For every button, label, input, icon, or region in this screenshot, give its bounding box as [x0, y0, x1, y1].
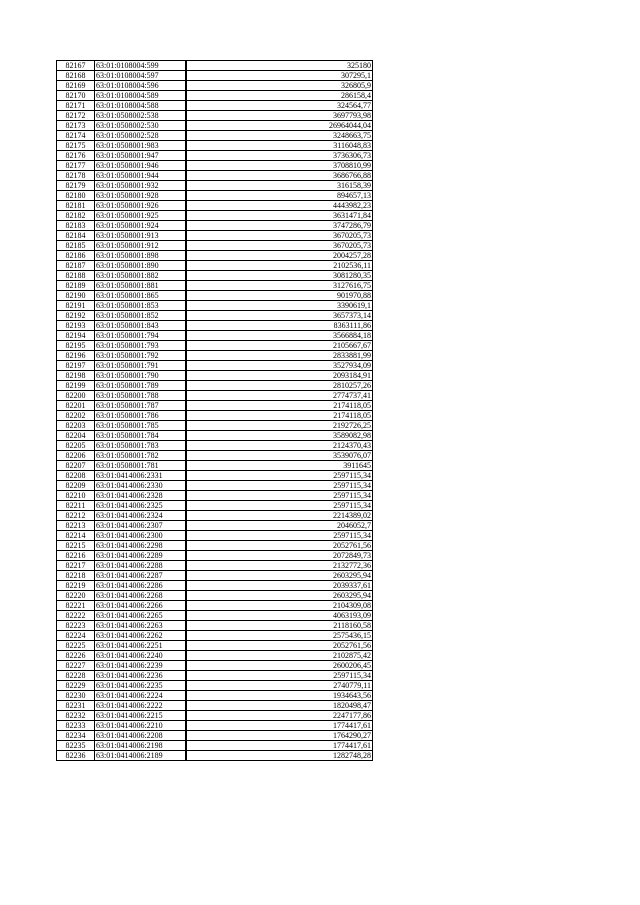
table-row: [57, 411, 373, 421]
row-id-cell: 82196: [57, 351, 95, 361]
table-row: [57, 61, 373, 71]
table-row: [57, 81, 373, 91]
row-id-cell: 82197: [57, 361, 95, 371]
cadastral-number-cell: 63:01:0508001:784: [95, 431, 187, 441]
cadastral-number-cell: 63:01:0414006:2262: [95, 631, 187, 641]
table-row: [57, 161, 373, 171]
table-row: [57, 621, 373, 631]
cadastral-number-cell: 63:01:0414006:2239: [95, 661, 187, 671]
cadastral-number-cell: 63:01:0414006:2266: [95, 601, 187, 611]
cadastral-number-cell: 63:01:0108004:596: [95, 81, 187, 91]
table-row: [57, 181, 373, 191]
cadastral-number-cell: 63:01:0108004:589: [95, 91, 187, 101]
cadastral-number-cell: 63:01:0508001:926: [95, 201, 187, 211]
value-cell: 2597115,34: [186, 501, 373, 511]
value-cell: 2247177,86: [186, 711, 373, 721]
table-row: [57, 331, 373, 341]
table-row: [57, 141, 373, 151]
table-row: [57, 381, 373, 391]
cadastral-number-cell: 63:01:0508001:913: [95, 231, 187, 241]
cadastral-number-cell: 63:01:0508001:882: [95, 271, 187, 281]
table-row: [57, 451, 373, 461]
cadastral-number-cell: 63:01:0508001:983: [95, 141, 187, 151]
value-cell: 3539076,07: [186, 451, 373, 461]
table-row: [57, 241, 373, 251]
value-cell: 2118160,58: [186, 621, 373, 631]
row-id-cell: 82195: [57, 341, 95, 351]
row-id-cell: 82191: [57, 301, 95, 311]
value-cell: 2102536,11: [186, 261, 373, 271]
table-row: [57, 741, 373, 751]
cadastral-number-cell: 63:01:0508002:530: [95, 121, 187, 131]
table-row: [57, 341, 373, 351]
row-id-cell: 82210: [57, 491, 95, 501]
value-cell: 2052761,56: [186, 641, 373, 651]
row-id-cell: 82206: [57, 451, 95, 461]
table-row: [57, 311, 373, 321]
data-table: [56, 60, 373, 761]
value-cell: 2039337,61: [186, 581, 373, 591]
table-row: [57, 431, 373, 441]
table-row: [57, 511, 373, 521]
value-cell: 2597115,34: [186, 471, 373, 481]
value-cell: 2597115,34: [186, 671, 373, 681]
cadastral-number-cell: 63:01:0414006:2210: [95, 721, 187, 731]
row-id-cell: 82208: [57, 471, 95, 481]
cadastral-number-cell: 63:01:0414006:2265: [95, 611, 187, 621]
table-row: [57, 681, 373, 691]
cadastral-number-cell: 63:01:0508001:781: [95, 461, 187, 471]
row-id-cell: 82169: [57, 81, 95, 91]
value-cell: 901970,88: [186, 291, 373, 301]
cadastral-number-cell: 63:01:0508001:786: [95, 411, 187, 421]
table-row: [57, 121, 373, 131]
value-cell: 3116048,83: [186, 141, 373, 151]
cadastral-number-cell: 63:01:0414006:2286: [95, 581, 187, 591]
table-row: [57, 261, 373, 271]
row-id-cell: 82171: [57, 101, 95, 111]
row-id-cell: 82177: [57, 161, 95, 171]
table-row: [57, 541, 373, 551]
value-cell: 2575436,15: [186, 631, 373, 641]
table-row: [57, 111, 373, 121]
value-cell: 26964044,04: [186, 121, 373, 131]
row-id-cell: 82168: [57, 71, 95, 81]
table-row: [57, 421, 373, 431]
value-cell: 2132772,36: [186, 561, 373, 571]
cadastral-number-cell: 63:01:0508001:853: [95, 301, 187, 311]
row-id-cell: 82180: [57, 191, 95, 201]
cadastral-number-cell: 63:01:0508001:865: [95, 291, 187, 301]
table-row: [57, 501, 373, 511]
table-row: [57, 281, 373, 291]
cadastral-number-cell: 63:01:0414006:2198: [95, 741, 187, 751]
row-id-cell: 82211: [57, 501, 95, 511]
value-cell: 2597115,34: [186, 531, 373, 541]
value-cell: 325180: [186, 61, 373, 71]
cadastral-number-cell: 63:01:0508001:785: [95, 421, 187, 431]
row-id-cell: 82182: [57, 211, 95, 221]
value-cell: 1820498,47: [186, 701, 373, 711]
cadastral-number-cell: 63:01:0414006:2287: [95, 571, 187, 581]
table-row: [57, 231, 373, 241]
table-row: [57, 101, 373, 111]
row-id-cell: 82187: [57, 261, 95, 271]
cadastral-number-cell: 63:01:0414006:2263: [95, 621, 187, 631]
table-row: [57, 481, 373, 491]
value-cell: 3390619,1: [186, 301, 373, 311]
row-id-cell: 82232: [57, 711, 95, 721]
row-id-cell: 82229: [57, 681, 95, 691]
row-id-cell: 82235: [57, 741, 95, 751]
value-cell: 326805,9: [186, 81, 373, 91]
table-row: [57, 201, 373, 211]
row-id-cell: 82218: [57, 571, 95, 581]
row-id-cell: 82205: [57, 441, 95, 451]
row-id-cell: 82200: [57, 391, 95, 401]
cadastral-number-cell: 63:01:0414006:2236: [95, 671, 187, 681]
cadastral-number-cell: 63:01:0508001:898: [95, 251, 187, 261]
cadastral-number-cell: 63:01:0508001:793: [95, 341, 187, 351]
cadastral-number-cell: 63:01:0508001:946: [95, 161, 187, 171]
table-row: [57, 751, 373, 761]
value-cell: 8363111,86: [186, 321, 373, 331]
value-cell: 3697793,98: [186, 111, 373, 121]
cadastral-number-cell: 63:01:0414006:2215: [95, 711, 187, 721]
row-id-cell: 82225: [57, 641, 95, 651]
cadastral-number-cell: 63:01:0414006:2268: [95, 591, 187, 601]
cadastral-number-cell: 63:01:0414006:2324: [95, 511, 187, 521]
row-id-cell: 82190: [57, 291, 95, 301]
cadastral-number-cell: 63:01:0508001:890: [95, 261, 187, 271]
row-id-cell: 82203: [57, 421, 95, 431]
value-cell: 2052761,56: [186, 541, 373, 551]
row-id-cell: 82193: [57, 321, 95, 331]
table-row: [57, 461, 373, 471]
table-row: [57, 521, 373, 531]
row-id-cell: 82183: [57, 221, 95, 231]
value-cell: 2174118,05: [186, 401, 373, 411]
cadastral-number-cell: 63:01:0414006:2208: [95, 731, 187, 741]
row-id-cell: 82230: [57, 691, 95, 701]
table-row: [57, 211, 373, 221]
value-cell: 2072849,73: [186, 551, 373, 561]
row-id-cell: 82226: [57, 651, 95, 661]
value-cell: 3589082,98: [186, 431, 373, 441]
value-cell: 4443982,23: [186, 201, 373, 211]
value-cell: 2740779,11: [186, 681, 373, 691]
row-id-cell: 82227: [57, 661, 95, 671]
cadastral-number-cell: 63:01:0108004:597: [95, 71, 187, 81]
value-cell: 2597115,34: [186, 491, 373, 501]
cadastral-number-cell: 63:01:0508001:843: [95, 321, 187, 331]
value-cell: 3081280,35: [186, 271, 373, 281]
value-cell: 2833881,99: [186, 351, 373, 361]
table-row: [57, 591, 373, 601]
value-cell: 3566884,18: [186, 331, 373, 341]
value-cell: 3708810,99: [186, 161, 373, 171]
table-row: [57, 641, 373, 651]
table-row: [57, 91, 373, 101]
row-id-cell: 82189: [57, 281, 95, 291]
value-cell: 1774417,61: [186, 721, 373, 731]
value-cell: 3127616,75: [186, 281, 373, 291]
cadastral-number-cell: 63:01:0414006:2251: [95, 641, 187, 651]
row-id-cell: 82236: [57, 751, 95, 761]
value-cell: 1934643,56: [186, 691, 373, 701]
row-id-cell: 82172: [57, 111, 95, 121]
cadastral-number-cell: 63:01:0414006:2331: [95, 471, 187, 481]
row-id-cell: 82234: [57, 731, 95, 741]
value-cell: 1764290,27: [186, 731, 373, 741]
table-row: [57, 471, 373, 481]
cadastral-number-cell: 63:01:0414006:2222: [95, 701, 187, 711]
cadastral-number-cell: 63:01:0508001:788: [95, 391, 187, 401]
cadastral-number-cell: 63:01:0414006:2235: [95, 681, 187, 691]
table-row: [57, 401, 373, 411]
cadastral-number-cell: 63:01:0508001:791: [95, 361, 187, 371]
table-row: [57, 371, 373, 381]
table-row: [57, 661, 373, 671]
value-cell: 2124370,43: [186, 441, 373, 451]
value-cell: 894657,13: [186, 191, 373, 201]
row-id-cell: 82167: [57, 61, 95, 71]
value-cell: 2774737,41: [186, 391, 373, 401]
row-id-cell: 82216: [57, 551, 95, 561]
row-id-cell: 82219: [57, 581, 95, 591]
value-cell: 3670205,73: [186, 231, 373, 241]
table-row: [57, 651, 373, 661]
table-row: [57, 671, 373, 681]
cadastral-number-cell: 63:01:0414006:2325: [95, 501, 187, 511]
table-row: [57, 221, 373, 231]
table-row: [57, 581, 373, 591]
value-cell: 3747286,79: [186, 221, 373, 231]
cadastral-number-cell: 63:01:0508001:792: [95, 351, 187, 361]
value-cell: 3670205,73: [186, 241, 373, 251]
row-id-cell: 82194: [57, 331, 95, 341]
row-id-cell: 82174: [57, 131, 95, 141]
table-row: [57, 731, 373, 741]
table-row: [57, 151, 373, 161]
table-row: [57, 571, 373, 581]
cadastral-number-cell: 63:01:0414006:2240: [95, 651, 187, 661]
cadastral-number-cell: 63:01:0508002:538: [95, 111, 187, 121]
row-id-cell: 82214: [57, 531, 95, 541]
row-id-cell: 82176: [57, 151, 95, 161]
row-id-cell: 82181: [57, 201, 95, 211]
table-row: [57, 601, 373, 611]
row-id-cell: 82184: [57, 231, 95, 241]
row-id-cell: 82175: [57, 141, 95, 151]
row-id-cell: 82201: [57, 401, 95, 411]
table-row: [57, 251, 373, 261]
value-cell: 2104309,08: [186, 601, 373, 611]
value-cell: 2046052,7: [186, 521, 373, 531]
table-row: [57, 551, 373, 561]
table-row: [57, 321, 373, 331]
table-row: [57, 171, 373, 181]
value-cell: 3911645: [186, 461, 373, 471]
value-cell: 324564,77: [186, 101, 373, 111]
cadastral-number-cell: 63:01:0508001:925: [95, 211, 187, 221]
row-id-cell: 82223: [57, 621, 95, 631]
value-cell: 2192726,25: [186, 421, 373, 431]
row-id-cell: 82179: [57, 181, 95, 191]
value-cell: 1282748,28: [186, 751, 373, 761]
row-id-cell: 82221: [57, 601, 95, 611]
table-row: [57, 131, 373, 141]
row-id-cell: 82213: [57, 521, 95, 531]
row-id-cell: 82209: [57, 481, 95, 491]
value-cell: 3631471,84: [186, 211, 373, 221]
row-id-cell: 82178: [57, 171, 95, 181]
value-cell: 2597115,34: [186, 481, 373, 491]
cadastral-number-cell: 63:01:0414006:2328: [95, 491, 187, 501]
value-cell: 286158,4: [186, 91, 373, 101]
cadastral-number-cell: 63:01:0508001:924: [95, 221, 187, 231]
row-id-cell: 82199: [57, 381, 95, 391]
table-row: [57, 691, 373, 701]
value-cell: 307295,1: [186, 71, 373, 81]
table-row: [57, 711, 373, 721]
row-id-cell: 82186: [57, 251, 95, 261]
cadastral-number-cell: 63:01:0414006:2307: [95, 521, 187, 531]
cadastral-number-cell: 63:01:0508001:947: [95, 151, 187, 161]
value-cell: 2600206,45: [186, 661, 373, 671]
row-id-cell: 82188: [57, 271, 95, 281]
cadastral-number-cell: 63:01:0508001:932: [95, 181, 187, 191]
cadastral-number-cell: 63:01:0414006:2288: [95, 561, 187, 571]
row-id-cell: 82228: [57, 671, 95, 681]
value-cell: 2603295,94: [186, 591, 373, 601]
row-id-cell: 82231: [57, 701, 95, 711]
table-row: [57, 351, 373, 361]
value-cell: 2214389,02: [186, 511, 373, 521]
row-id-cell: 82220: [57, 591, 95, 601]
value-cell: 3657373,14: [186, 311, 373, 321]
value-cell: 4063193,09: [186, 611, 373, 621]
table-row: [57, 611, 373, 621]
value-cell: 2810257,26: [186, 381, 373, 391]
row-id-cell: 82215: [57, 541, 95, 551]
value-cell: 2603295,94: [186, 571, 373, 581]
value-cell: 2102875,42: [186, 651, 373, 661]
table-row: [57, 491, 373, 501]
value-cell: 1774417,61: [186, 741, 373, 751]
cadastral-number-cell: 63:01:0108004:599: [95, 61, 187, 71]
row-id-cell: 82185: [57, 241, 95, 251]
table-row: [57, 191, 373, 201]
table-row: [57, 441, 373, 451]
cadastral-number-cell: 63:01:0414006:2289: [95, 551, 187, 561]
table-row: [57, 631, 373, 641]
row-id-cell: 82198: [57, 371, 95, 381]
value-cell: 3736306,73: [186, 151, 373, 161]
value-cell: 3686766,88: [186, 171, 373, 181]
cadastral-number-cell: 63:01:0508002:528: [95, 131, 187, 141]
value-cell: 2093184,91: [186, 371, 373, 381]
cadastral-number-cell: 63:01:0414006:2298: [95, 541, 187, 551]
row-id-cell: 82204: [57, 431, 95, 441]
cadastral-number-cell: 63:01:0414006:2224: [95, 691, 187, 701]
table-row: [57, 361, 373, 371]
row-id-cell: 82202: [57, 411, 95, 421]
cadastral-number-cell: 63:01:0508001:852: [95, 311, 187, 321]
row-id-cell: 82217: [57, 561, 95, 571]
value-cell: 2174118,05: [186, 411, 373, 421]
cadastral-number-cell: 63:01:0508001:782: [95, 451, 187, 461]
row-id-cell: 82224: [57, 631, 95, 641]
value-cell: 2004257,28: [186, 251, 373, 261]
cadastral-number-cell: 63:01:0414006:2189: [95, 751, 187, 761]
row-id-cell: 82212: [57, 511, 95, 521]
value-cell: 3248663,75: [186, 131, 373, 141]
row-id-cell: 82173: [57, 121, 95, 131]
cadastral-number-cell: 63:01:0508001:789: [95, 381, 187, 391]
cadastral-number-cell: 63:01:0508001:787: [95, 401, 187, 411]
cadastral-number-cell: 63:01:0508001:790: [95, 371, 187, 381]
value-cell: 316158,39: [186, 181, 373, 191]
row-id-cell: 82233: [57, 721, 95, 731]
cadastral-number-cell: 63:01:0108004:588: [95, 101, 187, 111]
row-id-cell: 82192: [57, 311, 95, 321]
table-row: [57, 701, 373, 711]
cadastral-number-cell: 63:01:0414006:2330: [95, 481, 187, 491]
row-id-cell: 82207: [57, 461, 95, 471]
cadastral-number-cell: 63:01:0508001:783: [95, 441, 187, 451]
value-cell: 3527934,09: [186, 361, 373, 371]
cadastral-number-cell: 63:01:0508001:794: [95, 331, 187, 341]
cadastral-number-cell: 63:01:0508001:912: [95, 241, 187, 251]
table-row: [57, 721, 373, 731]
table-row: [57, 271, 373, 281]
cadastral-number-cell: 63:01:0414006:2300: [95, 531, 187, 541]
row-id-cell: 82170: [57, 91, 95, 101]
table-row: [57, 561, 373, 571]
cadastral-number-cell: 63:01:0508001:928: [95, 191, 187, 201]
table-row: [57, 391, 373, 401]
table-row: [57, 531, 373, 541]
row-id-cell: 82222: [57, 611, 95, 621]
cadastral-number-cell: 63:01:0508001:944: [95, 171, 187, 181]
table-row: [57, 301, 373, 311]
value-cell: 2105667,67: [186, 341, 373, 351]
table-row: [57, 71, 373, 81]
table-body: [57, 61, 373, 761]
table-row: [57, 291, 373, 301]
cadastral-number-cell: 63:01:0508001:881: [95, 281, 187, 291]
